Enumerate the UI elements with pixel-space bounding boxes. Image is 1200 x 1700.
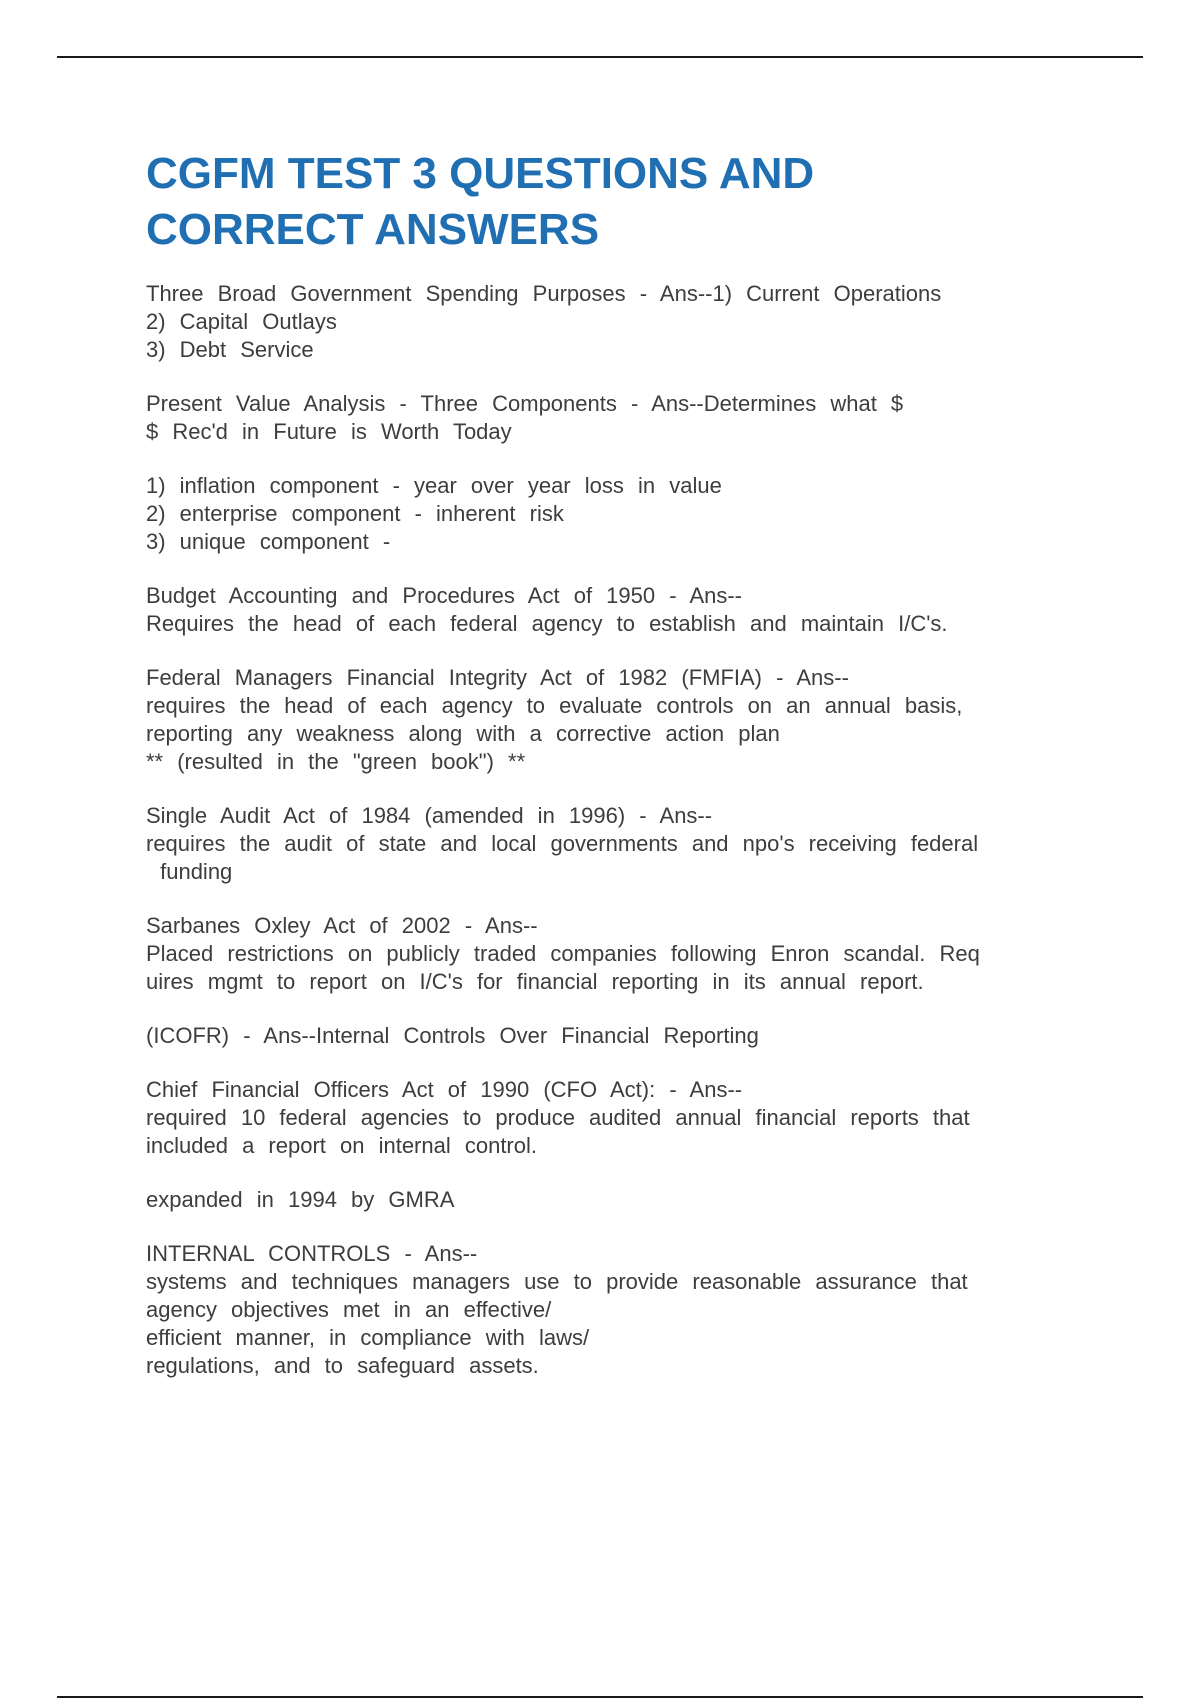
qa-block-budget-accounting-act <box>146 582 1081 638</box>
qa-block-icofr <box>146 1022 1081 1050</box>
text-line: ** (resulted in the "green book") ** <box>146 749 526 774</box>
qa-block-present-value <box>146 390 1081 446</box>
text-line: regulations, and to safeguard assets. <box>146 1353 539 1378</box>
text-line: 2) Capital Outlays <box>146 309 337 334</box>
text-line: $ Rec'd in Future is Worth Today <box>146 419 512 444</box>
text-line: included a report on internal control. <box>146 1133 537 1158</box>
qa-block-spending-purposes <box>146 280 1081 364</box>
text-line: Federal Managers Financial Integrity Act of 1982 (FMFIA) - Ans-- <box>146 665 849 690</box>
qa-block-sarbanes-oxley <box>146 912 1081 996</box>
text-line: funding <box>146 859 233 884</box>
qa-block-internal-controls <box>146 1240 1081 1380</box>
text-line: systems and techniques managers use to provide reasonable assurance that <box>146 1269 968 1294</box>
header-rule <box>57 56 1143 58</box>
text-line: (ICOFR) - Ans--Internal Controls Over Financial Reporting <box>146 1023 759 1048</box>
text-line: reporting any weakness along with a corrective action plan <box>146 721 780 746</box>
text-line: Sarbanes Oxley Act of 2002 - Ans-- <box>146 913 538 938</box>
text-line: requires the audit of state and local governments and npo's receiving federal <box>146 831 979 856</box>
qa-block-cfo-act <box>146 1076 1081 1160</box>
qa-block-fmfia <box>146 664 1081 776</box>
text-line: expanded in 1994 by GMRA <box>146 1187 455 1212</box>
text-line: requires the head of each agency to evaluate controls on an annual basis, <box>146 693 963 718</box>
text-line: 3) unique component - <box>146 529 391 554</box>
text-line: Three Broad Government Spending Purposes - Ans--1) Current Operations <box>146 281 942 306</box>
text-line: Budget Accounting and Procedures Act of 1950 - Ans-- <box>146 583 743 608</box>
text-line: efficient manner, in compliance with laws/ <box>146 1325 590 1350</box>
footer-rule <box>57 1696 1143 1698</box>
text-line: 2) enterprise component - inherent risk <box>146 501 564 526</box>
text-line: 3) Debt Service <box>146 337 314 362</box>
text-line: INTERNAL CONTROLS - Ans-- <box>146 1241 478 1266</box>
text-line: agency objectives met in an effective/ <box>146 1297 552 1322</box>
document-body <box>146 146 1081 1406</box>
text-line: Present Value Analysis - Three Components - Ans--Determines what $ <box>146 391 904 416</box>
qa-block-value-components <box>146 472 1081 556</box>
document-title: CGFM TEST 3 QUESTIONS AND CORRECT ANSWERS <box>146 149 815 254</box>
text-line: Chief Financial Officers Act of 1990 (CFO Act): - Ans-- <box>146 1077 743 1102</box>
text-line: Single Audit Act of 1984 (amended in 1996) - Ans-- <box>146 803 713 828</box>
qa-block-single-audit-act <box>146 802 1081 886</box>
qa-block-gmra <box>146 1186 1081 1214</box>
text-line: uires mgmt to report on I/C's for financial reporting in its annual report. <box>146 969 924 994</box>
text-line: required 10 federal agencies to produce audited annual financial reports that <box>146 1105 970 1130</box>
text-line: Requires the head of each federal agency to establish and maintain I/C's. <box>146 611 948 636</box>
text-line: Placed restrictions on publicly traded companies following Enron scandal. Req <box>146 941 980 966</box>
text-line: 1) inflation component - year over year loss in value <box>146 473 722 498</box>
